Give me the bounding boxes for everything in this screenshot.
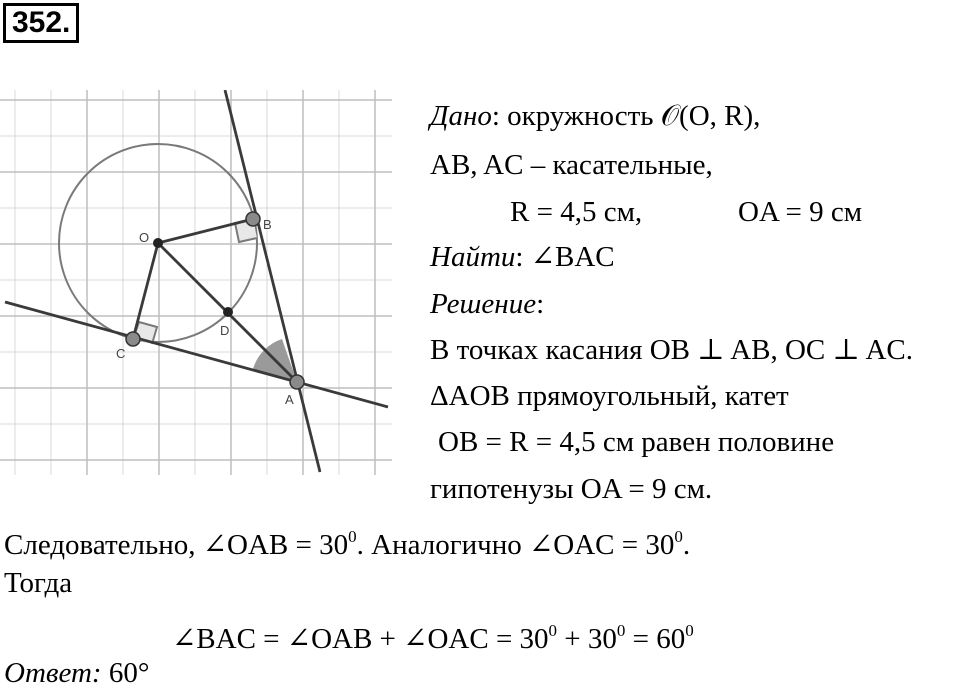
label-a: A — [285, 392, 294, 407]
label-d: D — [220, 323, 230, 338]
solution-line-1: В точках касания OB ⊥ AB, OC ⊥ AC. — [430, 334, 913, 366]
solution-line-2: ΔAOB прямоугольный, катет — [430, 380, 789, 412]
oa-value: OA = 9 см — [738, 196, 863, 228]
find-line: Найти: ∠BAC — [430, 241, 615, 273]
radius-value: R = 4,5 см, — [510, 196, 643, 228]
point-c — [126, 332, 140, 346]
tangent-ac — [5, 302, 388, 407]
lines — [5, 90, 388, 472]
solution-heading: Решение: — [430, 288, 545, 320]
label-b: B — [263, 217, 272, 232]
label-c: C — [116, 346, 126, 361]
tangent-ab — [225, 90, 320, 472]
solution-line-3: OB = R = 4,5 см равен половине — [438, 426, 835, 458]
point-o — [153, 238, 163, 248]
geometry-figure — [0, 90, 392, 475]
solution-line-4: гипотенузы OA = 9 см. — [430, 473, 713, 505]
problem-number: 352. — [3, 3, 79, 43]
point-d — [223, 307, 233, 317]
point-a — [290, 375, 304, 389]
given-line: Дано: окружность 𝒪(O, R), — [430, 100, 761, 132]
solution-line-5: Следовательно, ∠OAB = $30^0$. Аналогично ∠OAC = $30^0$. — [4, 527, 691, 561]
answer-line: Ответ: 60° — [4, 657, 150, 689]
point-b — [246, 212, 260, 226]
final-formula: ∠BAC = ∠OAB + ∠OAC = $30^0 + 30^0 = 60^0$ — [172, 621, 694, 655]
then-line: Тогда — [4, 567, 73, 599]
label-o: O — [139, 230, 150, 245]
tangents-line: AB, AC – касательные, — [430, 149, 713, 181]
